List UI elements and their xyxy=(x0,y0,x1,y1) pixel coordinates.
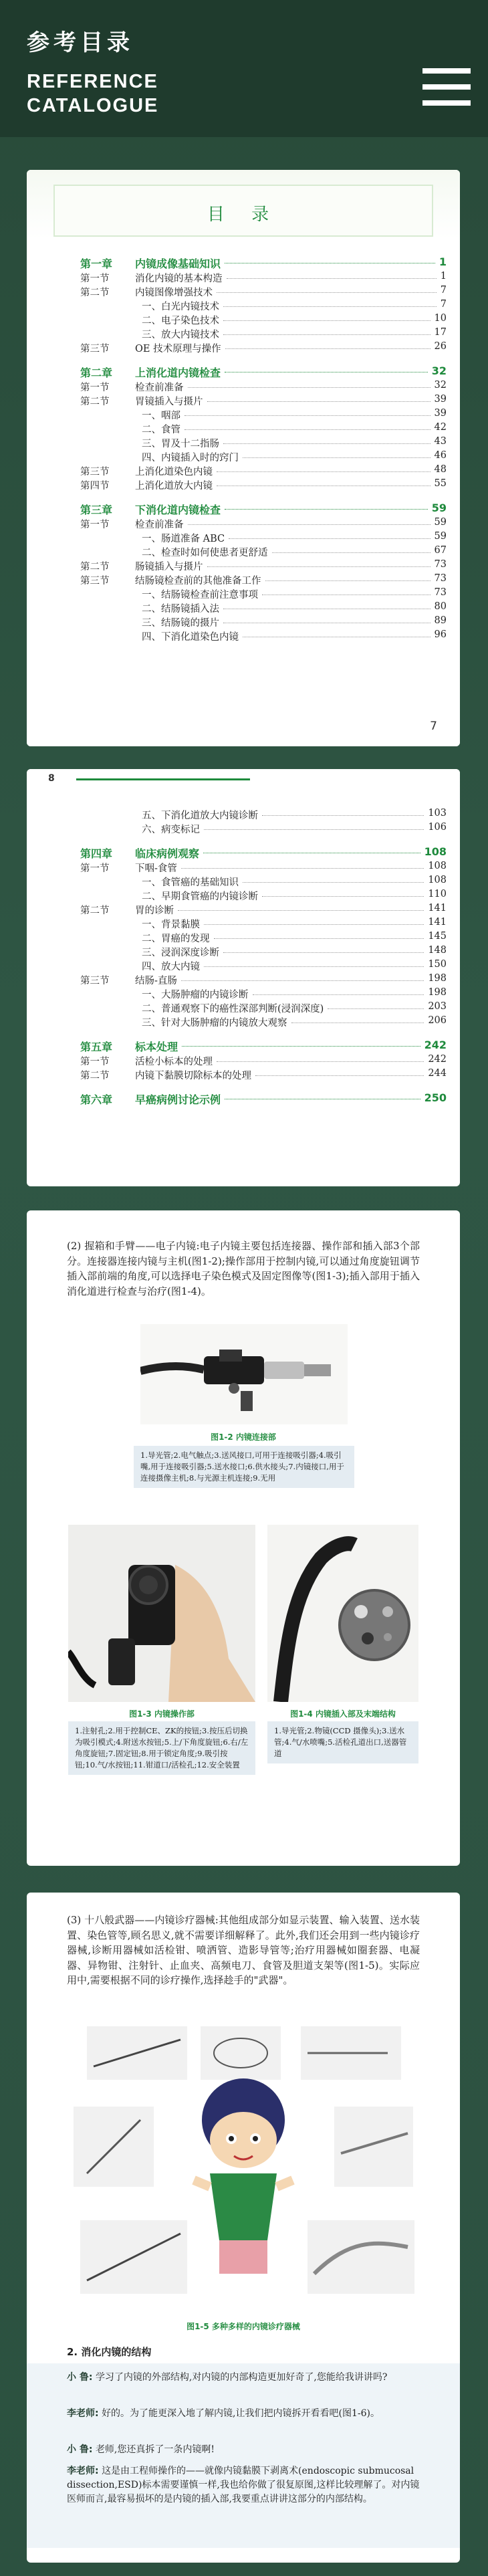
toc-row-title: 检查前准备 xyxy=(135,520,184,530)
toc-row-leader xyxy=(217,1061,424,1062)
dialog-text-2: 好的。为了能更深入地了解内镜,让我们把内镜拆开看看吧(图1-6)。 xyxy=(102,2408,380,2419)
toc-row-page: 46 xyxy=(434,450,447,461)
toc-row[interactable] xyxy=(80,587,447,601)
toc-row-title: 三、结肠镜的摄片 xyxy=(142,618,219,629)
toc-row-number: 第六章 xyxy=(80,1093,113,1106)
figure-1-4-note: 1.导光管;2.物镜(CCD 摄像头);3.送水管;4.气/水喷嘴;5.活检孔道出口,送器管道 xyxy=(267,1721,418,1763)
toc-row-title: 四、放大内镜 xyxy=(142,962,200,972)
toc-row-title: 下消化道内镜检查 xyxy=(135,504,221,516)
toc-row-number: 第三章 xyxy=(80,504,113,516)
toc-row-number: 第二节 xyxy=(80,397,110,407)
toc-row-leader xyxy=(262,896,424,897)
toc-row[interactable] xyxy=(80,299,447,312)
toc-row-number: 第二节 xyxy=(80,1071,110,1081)
toc-row-leader xyxy=(253,994,424,995)
figure-1-3-note: 1.注射孔;2.用于控制CE、ZK的按钮;3.按压后切换为吸引模式;4.附送水按钮;5.上/下角度旋钮;6.右/左角度旋钮;7.固定钮;8.用于锁定角度;9.吸引按钮;10.气/水按钮;11.钳道口/活检孔;12.安全装置 xyxy=(68,1721,255,1775)
dialog-speaker-1: 小 鲁: xyxy=(67,2372,93,2383)
toc-row-number: 第三节 xyxy=(80,976,110,986)
toc-row-page: 73 xyxy=(434,559,447,570)
toc-row-page: 73 xyxy=(434,587,447,598)
toc-row-leader xyxy=(255,1075,424,1076)
toc-row-leader xyxy=(223,306,437,307)
toc-row-leader xyxy=(204,924,424,925)
toc-row-number: 第一节 xyxy=(80,1057,110,1067)
toc-row[interactable] xyxy=(80,478,447,492)
header xyxy=(0,0,488,137)
toc-row-title: 标本处理 xyxy=(135,1041,178,1053)
page-8-bar xyxy=(27,769,460,789)
toc-row-page: 198 xyxy=(428,973,447,984)
toc-row[interactable] xyxy=(80,341,447,354)
toc-row-title: 三、放大内镜技术 xyxy=(142,330,219,340)
toc-row-leader xyxy=(229,538,431,539)
toc-row[interactable] xyxy=(80,271,447,284)
toc-row-page: 106 xyxy=(428,822,447,833)
figure-1-2-image xyxy=(140,1324,348,1424)
toc-row-page: 48 xyxy=(434,464,447,475)
toc-row-page: 148 xyxy=(428,945,447,956)
toc-row[interactable] xyxy=(80,861,447,874)
toc-page-7 xyxy=(27,170,460,746)
toc-row[interactable] xyxy=(80,450,447,463)
toc-row[interactable] xyxy=(80,889,447,902)
toc-row-page: 206 xyxy=(428,1015,447,1026)
toc-row[interactable] xyxy=(80,808,447,821)
toc-row[interactable] xyxy=(80,917,447,930)
toc-row-leader xyxy=(223,443,431,444)
figure-1-2-caption: 图1-2 内镜连接部 xyxy=(211,1432,276,1442)
toc-row-leader xyxy=(223,320,431,321)
header-title: 参考目录 xyxy=(27,29,134,56)
page-number-8: 8 xyxy=(48,773,55,784)
toc-row[interactable] xyxy=(80,380,447,393)
toc-row-title: 四、下消化道染色内镜 xyxy=(142,632,239,643)
toc-row-leader xyxy=(181,980,424,981)
toc-row-page: 17 xyxy=(434,327,447,338)
toc-row-leader xyxy=(178,910,424,911)
toc-row-leader xyxy=(223,952,424,953)
toc-heading-box xyxy=(53,185,433,237)
toc-row-leader xyxy=(185,429,431,430)
toc-page-8 xyxy=(27,769,460,1186)
toc-row-title: 内镜成像基础知识 xyxy=(135,257,221,270)
toc-row[interactable] xyxy=(80,327,447,340)
toc-row[interactable] xyxy=(80,436,447,449)
toc-row-title: 一、背景黏膜 xyxy=(142,920,200,930)
toc-row-title: 检查前准备 xyxy=(135,383,184,393)
toc-row-number: 第二节 xyxy=(80,905,110,916)
toc-row[interactable] xyxy=(80,903,447,916)
toc-row-page: 32 xyxy=(434,380,447,391)
toc-row-page: 55 xyxy=(434,478,447,489)
toc-row-leader xyxy=(207,401,431,402)
toc-row-page: 1 xyxy=(439,255,447,268)
dialog-line-3 xyxy=(67,2442,420,2457)
toc-row[interactable] xyxy=(80,973,447,986)
toc-row[interactable] xyxy=(80,945,447,958)
toc-row-page: 145 xyxy=(428,931,447,942)
toc-row-leader xyxy=(182,1046,420,1047)
toc-row-page: 59 xyxy=(434,517,447,528)
toc-row-page: 7 xyxy=(440,285,447,296)
toc-row[interactable] xyxy=(80,313,447,326)
toc-row-title: 临床病例观察 xyxy=(135,847,200,860)
toc-row-title: 三、胃及十二指肠 xyxy=(142,439,219,449)
toc-row-title: OE 技术原理与操作 xyxy=(135,344,221,354)
dialog-speaker-4: 李老师: xyxy=(67,2466,99,2476)
toc-row-page: 244 xyxy=(428,1068,447,1079)
header-title-en-line1: REFERENCE xyxy=(27,71,158,92)
toc-row-title: 三、浸润深度诊断 xyxy=(142,948,219,958)
toc-row-page: 150 xyxy=(428,959,447,970)
toc-chapter-row[interactable] xyxy=(80,364,447,378)
toc-row[interactable] xyxy=(80,629,447,643)
toc-row-page: 108 xyxy=(428,861,447,871)
toc-row-title: 一、食管癌的基础知识 xyxy=(142,877,239,888)
toc-row-title: 二、电子染色技术 xyxy=(142,316,219,326)
toc-row-title: 活检小标本的处理 xyxy=(135,1057,213,1067)
content-page-instruments xyxy=(27,1893,460,2563)
dialog-line-2 xyxy=(67,2406,420,2421)
header-title-en-line2: CATALOGUE xyxy=(27,95,159,116)
dialog-box xyxy=(27,2363,460,2548)
toc-row-leader xyxy=(265,580,431,581)
toc-row-title: 肠镜插入与摄片 xyxy=(135,562,203,572)
toc-row[interactable] xyxy=(80,1054,447,1067)
toc-row-title: 二、结肠镜插入法 xyxy=(142,604,219,615)
toc-chapter-row[interactable] xyxy=(80,845,447,859)
toc-row[interactable] xyxy=(80,559,447,572)
paragraph-electronic-endoscope: (2) 握箱和手臂——电子内镜:电子内镜主要包括连接器、操作部和插入部3个部分。连接器连接内镜与主机(图1-2);操作部用于控制内镜,可以通过角度旋钮调节插入部前端的角度,可以选择电子染色模式及固定图像等(图1-3);插入部用于插入消化道进行检查与治疗(图1-4)。 xyxy=(67,1240,420,1297)
dialog-text-1: 学习了内镜的外部结构,对内镜的内部构造更加好奇了,您能给我讲讲吗? xyxy=(95,2372,388,2383)
toc-row[interactable] xyxy=(80,931,447,944)
toc-row[interactable] xyxy=(80,422,447,435)
toc-row-page: 198 xyxy=(428,987,447,998)
toc-row-title: 早癌病例讨论示例 xyxy=(135,1093,221,1106)
dialog-speaker-3: 小 鲁: xyxy=(67,2444,93,2455)
toc-row[interactable] xyxy=(80,1068,447,1081)
toc-row-title: 一、大肠肿瘤的内镜诊断 xyxy=(142,990,249,1000)
toc-row-title: 内镜图像增强技术 xyxy=(135,288,213,298)
toc-row-number: 第一章 xyxy=(80,257,113,270)
toc-row[interactable] xyxy=(80,959,447,972)
toc-row-title: 一、白光内镜技术 xyxy=(142,302,219,312)
toc-row-leader xyxy=(214,938,424,939)
toc-row-page: 110 xyxy=(428,889,447,899)
toc-row[interactable] xyxy=(80,408,447,421)
toc-row[interactable] xyxy=(80,1001,447,1014)
toc-row-number: 第四章 xyxy=(80,847,113,860)
toc-row[interactable] xyxy=(80,615,447,629)
toc-row-page: 242 xyxy=(424,1039,447,1051)
toc-row-number: 第三节 xyxy=(80,576,110,586)
toc-row[interactable] xyxy=(80,517,447,530)
toc-row-leader xyxy=(262,815,424,816)
toc-row-page: 7 xyxy=(440,299,447,310)
toc-chapter-row[interactable] xyxy=(80,1039,447,1052)
toc-row-number: 第一节 xyxy=(80,520,110,530)
toc-row-leader xyxy=(217,292,437,293)
toc-row-leader xyxy=(227,278,437,279)
toc-row-page: 10 xyxy=(434,313,447,324)
toc-row-page: 43 xyxy=(434,436,447,447)
dialog-line-4 xyxy=(67,2464,420,2506)
toc-row-leader xyxy=(243,882,424,883)
figure-1-5-caption: 图1-5 多种多样的内镜诊疗器械 xyxy=(187,2322,300,2331)
toc-row-page: 96 xyxy=(434,629,447,640)
toc-row-leader xyxy=(207,566,431,567)
toc-row-page: 89 xyxy=(434,615,447,626)
toc-row[interactable] xyxy=(80,545,447,558)
toc-row[interactable] xyxy=(80,1015,447,1029)
figure-1-4-caption: 图1-4 内镜插入部及末端结构 xyxy=(290,1709,396,1719)
toc-row-title: 内镜下黏膜切除标本的处理 xyxy=(135,1071,251,1081)
dialog-text-3: 老师,您还真拆了一条内镜啊! xyxy=(95,2444,215,2455)
toc-chapter-row[interactable] xyxy=(80,255,447,269)
toc-row-title: 上消化道放大内镜 xyxy=(135,481,213,492)
dialog-text-4: 这是由工程师操作的——就像内镜黏膜下剥离术(endoscopic submucosal dissection,ESD)标本需要谨慎一样,我也给你做了很复原图,这样比较理解了。对内镜医师而言,最容易损坏的是内镜的插入部,我要重点讲讲这部分的内部结构。 xyxy=(67,2466,420,2504)
toc-row-number: 第四节 xyxy=(80,481,110,492)
page-number-7: 7 xyxy=(430,720,437,733)
toc-row[interactable] xyxy=(80,285,447,298)
toc-row-leader xyxy=(181,868,424,869)
toc-row[interactable] xyxy=(80,573,447,586)
toc-row-title: 下咽-食管 xyxy=(135,863,177,874)
toc-row-page: 242 xyxy=(428,1054,447,1065)
toc-row[interactable] xyxy=(80,531,447,544)
toc-row-title: 胃镜插入与摄片 xyxy=(135,397,203,407)
toc-row-title: 二、早期食管癌的内镜诊断 xyxy=(142,891,258,902)
toc-row[interactable] xyxy=(80,822,447,835)
toc-row-title: 上消化道染色内镜 xyxy=(135,467,213,477)
toc-row-page: 203 xyxy=(428,1001,447,1012)
toc-row-leader xyxy=(225,348,431,349)
toc-row[interactable] xyxy=(80,601,447,615)
menu-icon[interactable] xyxy=(422,68,471,111)
toc-row-title: 二、食管 xyxy=(142,425,180,435)
toc-row-page: 108 xyxy=(424,845,447,858)
toc-row-number: 第二节 xyxy=(80,288,110,298)
header-title-en xyxy=(27,70,158,118)
toc-row-title: 二、检查时如何使患者更舒适 xyxy=(142,548,268,558)
toc-row-leader xyxy=(223,334,431,335)
toc-row-title: 三、针对大肠肿瘤的内镜放大观察 xyxy=(142,1018,287,1029)
figure-1-3-caption: 图1-3 内镜操作部 xyxy=(129,1709,195,1719)
toc-row[interactable] xyxy=(80,394,447,407)
toc-row-page: 39 xyxy=(434,408,447,419)
toc-row-page: 59 xyxy=(431,502,447,514)
toc-row-number: 第三节 xyxy=(80,467,110,477)
dialog-line-1 xyxy=(67,2370,420,2385)
section-title-structure: 2. 消化内镜的结构 xyxy=(67,2346,152,2358)
toc-row-leader xyxy=(328,1008,424,1009)
toc-row[interactable] xyxy=(80,875,447,888)
toc-row-page: 141 xyxy=(428,903,447,914)
toc-row-page: 67 xyxy=(434,545,447,556)
toc-row-title: 五、下消化道放大内镜诊断 xyxy=(142,811,258,821)
toc-row-page: 108 xyxy=(428,875,447,885)
toc-heading: 目 录 xyxy=(207,205,280,225)
content-page-endoscope-parts xyxy=(27,1210,460,1866)
toc-row-title: 消化内镜的基本构造 xyxy=(135,274,223,284)
toc-row-leader xyxy=(185,415,431,416)
toc-row-number: 第一节 xyxy=(80,274,110,284)
figure-1-5-image xyxy=(67,2020,420,2314)
toc-row-page: 32 xyxy=(431,364,447,377)
toc-chapter-row[interactable] xyxy=(80,1091,447,1105)
toc-row-number: 第三节 xyxy=(80,344,110,354)
toc-row-title: 一、咽部 xyxy=(142,411,180,421)
toc-row-leader xyxy=(188,387,431,388)
toc-row-title: 结肠镜检查前的其他准备工作 xyxy=(135,576,261,586)
toc-row[interactable] xyxy=(80,987,447,1000)
toc-row-leader xyxy=(188,524,431,525)
toc-row-page: 250 xyxy=(424,1091,447,1104)
toc-row-number: 第一节 xyxy=(80,863,110,874)
toc-row-leader xyxy=(204,829,424,830)
toc-row-page: 141 xyxy=(428,917,447,928)
toc-row-leader xyxy=(217,471,431,472)
toc-row-number: 第二章 xyxy=(80,366,113,379)
toc-row-leader xyxy=(272,552,431,553)
toc-row[interactable] xyxy=(80,464,447,477)
toc-chapter-row[interactable] xyxy=(80,502,447,515)
toc-row-title: 一、肠道准备 ABC xyxy=(142,534,225,544)
toc-row-title: 二、普通观察下的癌性深部判断(浸润深度) xyxy=(142,1004,324,1014)
toc-row-leader xyxy=(225,509,428,510)
toc-row-title: 六、病变标记 xyxy=(142,825,200,835)
toc-row-title: 结肠-直肠 xyxy=(135,976,177,986)
toc-row-title: 胃的诊断 xyxy=(135,905,174,916)
toc-row-page: 59 xyxy=(434,531,447,542)
paragraph-instruments: (3) 十八般武器——内镜诊疗器械:其他组成部分如显示装置、输入装置、送水装置、染色管等,顾名思义,就不需要详细解释了。此外,我们还会用到一些内镜诊疗器械,诊断用器械如活检钳、喷洒管、造影导管等;治疗用器械如圈套器、电凝器、异物钳、注射针、止血夹、高频电刀、食管及胆道支架等(图1-5)。实际应用中,需要根据不同的诊疗操作,选择趁手的"武器"。 xyxy=(67,1914,420,1986)
toc-row-leader xyxy=(204,966,424,967)
toc-row-title: 一、结肠镜检查前注意事项 xyxy=(142,590,258,601)
dialog-speaker-2: 李老师: xyxy=(67,2408,99,2419)
toc-row-title: 二、胃癌的发现 xyxy=(142,934,210,944)
toc-row-page: 39 xyxy=(434,394,447,405)
page-8-rule xyxy=(76,778,250,780)
toc-row-page: 1 xyxy=(440,271,447,282)
figure-1-3-image xyxy=(68,1525,255,1702)
toc-row-page: 26 xyxy=(434,341,447,352)
toc-row-page: 73 xyxy=(434,573,447,584)
toc-row-title: 上消化道内镜检查 xyxy=(135,366,221,379)
toc-row-page: 103 xyxy=(428,808,447,819)
toc-row-number: 第五章 xyxy=(80,1041,113,1053)
toc-row-title: 四、内镜插入时的窍门 xyxy=(142,453,239,463)
toc-row-number: 第一节 xyxy=(80,383,110,393)
toc-row-leader xyxy=(243,457,431,458)
figure-1-2-note: 1.导光管;2.电气触点;3.送风接口,可用于连接吸引器;4.吸引嘴,用于连接吸引器;5.送水接口;6.供水接头;7.内镜接口,用于连接摄像主机;8.与光源主机连接;9.无用 xyxy=(134,1446,354,1488)
figure-1-4-image xyxy=(267,1525,418,1702)
toc-row-number: 第二节 xyxy=(80,562,110,572)
toc-row-page: 80 xyxy=(434,601,447,612)
toc-row-page: 42 xyxy=(434,422,447,433)
